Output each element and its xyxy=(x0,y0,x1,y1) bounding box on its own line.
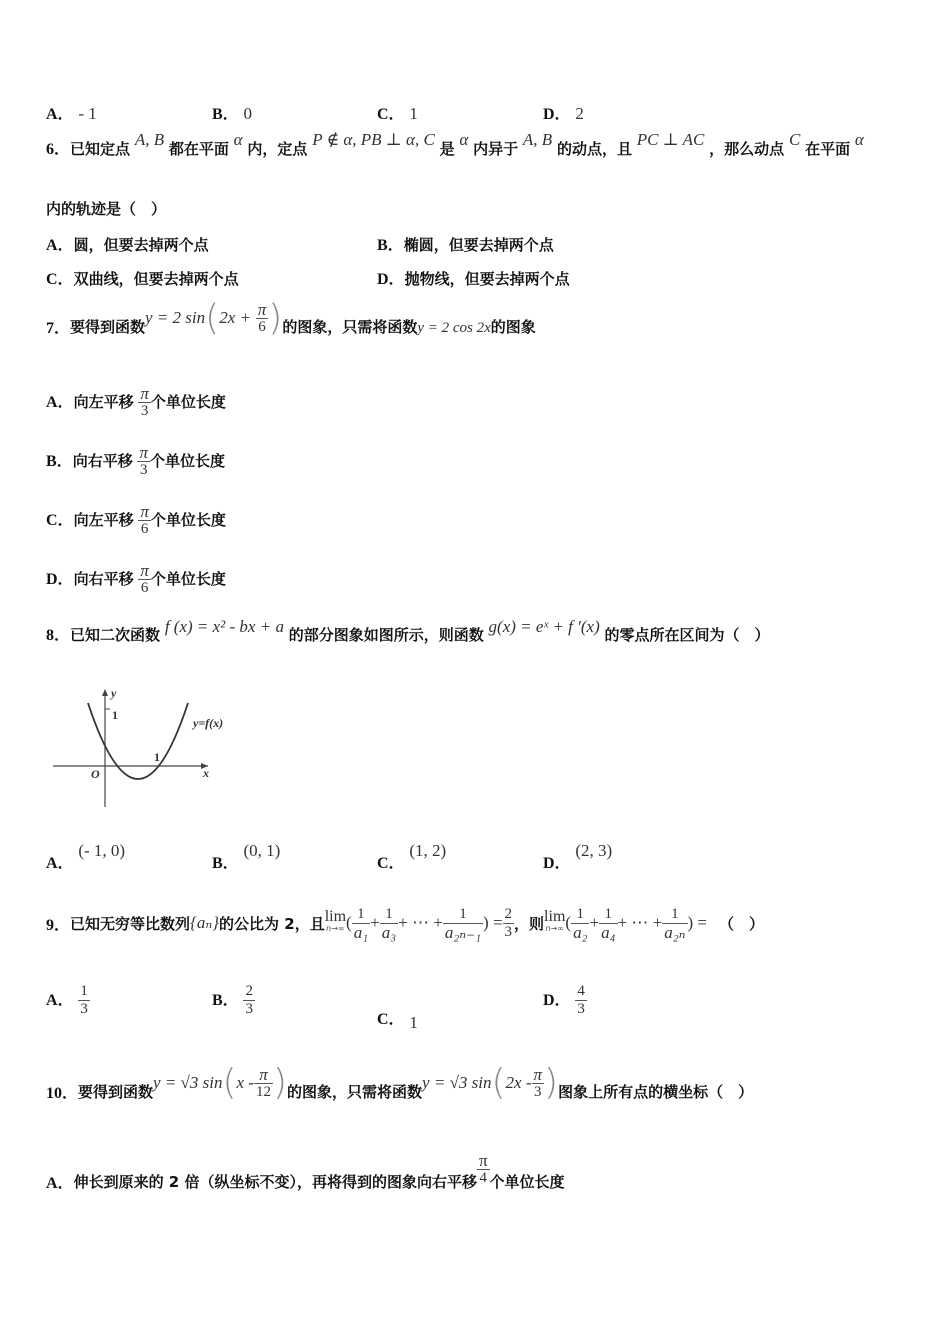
q8-option-b: B． (0, 1) xyxy=(212,841,281,872)
q5-option-a: A． - 1 xyxy=(46,104,97,123)
origin-label: O xyxy=(91,767,100,781)
q9-given-limit: lim n→∞ ( $\frac{1}{\text{a₁}}$ + $\frac{1}{\text{a₃}}$ + ⋯ + $\frac{1}{\text{a₂ₙ₋₁}}$ ) = $\frac{2}{3}$ xyxy=(324,905,513,942)
parabola-curve xyxy=(88,703,188,779)
q9-option-c: C． 1 xyxy=(377,1011,418,1032)
q9-target-limit: lim n→∞ ( $\frac{1}{\text{a₂}}$ + $\frac{1}{\text{a₄}}$ + ⋯ + $\frac{1}{\text{a₂ₙ}}$ ) = xyxy=(544,905,707,942)
question-10-stem: 10． 要得到函数 y = √3 sin ( x - $\frac{\pi}{12}$ ) 的图象，只需将函数 y = √3 sin ( 2x - $\frac{\pi}{3}$ ) 图象上所有点的横坐标（ ） xyxy=(46,1062,754,1103)
quadratic-graph xyxy=(48,685,248,810)
q10-target-formula: y = √3 sin ( x - $\frac{\pi}{12}$ ) xyxy=(153,1062,288,1103)
q7-option-c: C．向左平移 $\frac{\pi}{6}$ 个单位长度 xyxy=(46,502,226,537)
q6-option-b: B．椭圆，但要去掉两个点 xyxy=(377,236,554,254)
q7-option-a: A．向左平移 $\frac{\pi}{3}$ 个单位长度 xyxy=(46,384,226,419)
q8-option-d: D． (2, 3) xyxy=(543,841,613,872)
y-tick-label: 1 xyxy=(112,708,118,722)
q7-option-d: D．向右平移 $\frac{\pi}{6}$ 个单位长度 xyxy=(46,561,226,596)
q5-option-d: D． 2 xyxy=(543,104,584,123)
q10-option-a: A． 伸长到原来的 2 倍（纵坐标不变），再将得到的图象向右平移 $\frac{\pi}{4}$ 个单位长度 xyxy=(46,1151,565,1192)
y-axis-arrow xyxy=(102,689,108,696)
q5-option-c: C． 1 xyxy=(377,104,418,123)
q6-option-d: D．抛物线，但要去掉两个点 xyxy=(377,270,570,288)
q6-option-a: A．圆，但要去掉两个点 xyxy=(46,236,209,254)
q9-option-a: A． $\frac{1}{3}$ xyxy=(46,983,88,1017)
question-6-stem: 6．已知定点 A, B 都在平面 α 内，定点 P ∉ α, PB ⊥ α, C 是 α 内异于 A, B 的动点，且 PC ⊥ AC ，那么动点 C 在平面 α xyxy=(46,130,864,158)
x-tick-label: 1 xyxy=(154,750,160,764)
q7-target-formula: y = 2 sin(2x + $\frac{\pi}{6}$ ) xyxy=(145,297,283,338)
q8-option-c: C． (1, 2) xyxy=(377,841,447,872)
q10-source-formula: y = √3 sin ( 2x - $\frac{\pi}{3}$ ) xyxy=(422,1062,559,1103)
q9-option-b: B． $\frac{2}{3}$ xyxy=(212,983,253,1017)
y-axis-label: y xyxy=(111,686,117,700)
curve-label: y=f(x) xyxy=(193,716,224,730)
question-7-stem: 7． 要得到函数 y = 2 sin(2x + $\frac{\pi}{6}$ ) 的图象，只需将函数 y = 2 cos 2x 的图象 xyxy=(46,297,536,338)
question-6-stem-line2: 内的轨迹是（ ） xyxy=(46,200,167,218)
q9-option-d: D． $\frac{4}{3}$ xyxy=(543,983,585,1017)
question-9-stem: 9． 已知无穷等比数列 {aₙ} 的公比为 2，且 lim n→∞ ( $\frac{1}{\text{a₁}}$ + $\frac{1}{\text{a₃}}$ + ⋯ + $\frac{1}{\text{a₂ₙ₋₁}}$ ) = $\frac{2}{3}$ ，则 lim n→∞ ( $\frac{1}{\text{a₂}}$ + $\frac{1}{\text{a₄}}$ + ⋯ + $\frac{1}{\text{a₂ₙ}}$ ) = （ ） xyxy=(46,905,765,942)
x-axis-label: x xyxy=(203,766,209,780)
q7-option-b: B．向右平移 $\frac{\pi}{3}$ 个单位长度 xyxy=(46,443,226,478)
q6-option-c: C．双曲线，但要去掉两个点 xyxy=(46,270,239,288)
q8-option-a: A． (- 1, 0) xyxy=(46,841,126,872)
q5-option-b: B． 0 xyxy=(212,104,252,123)
question-8-stem: 8．已知二次函数 f (x) = x² - bx + a 的部分图象如图所示，则函数 g(x) = eˣ + f ′(x) 的零点所在区间为（ ） xyxy=(46,617,770,644)
